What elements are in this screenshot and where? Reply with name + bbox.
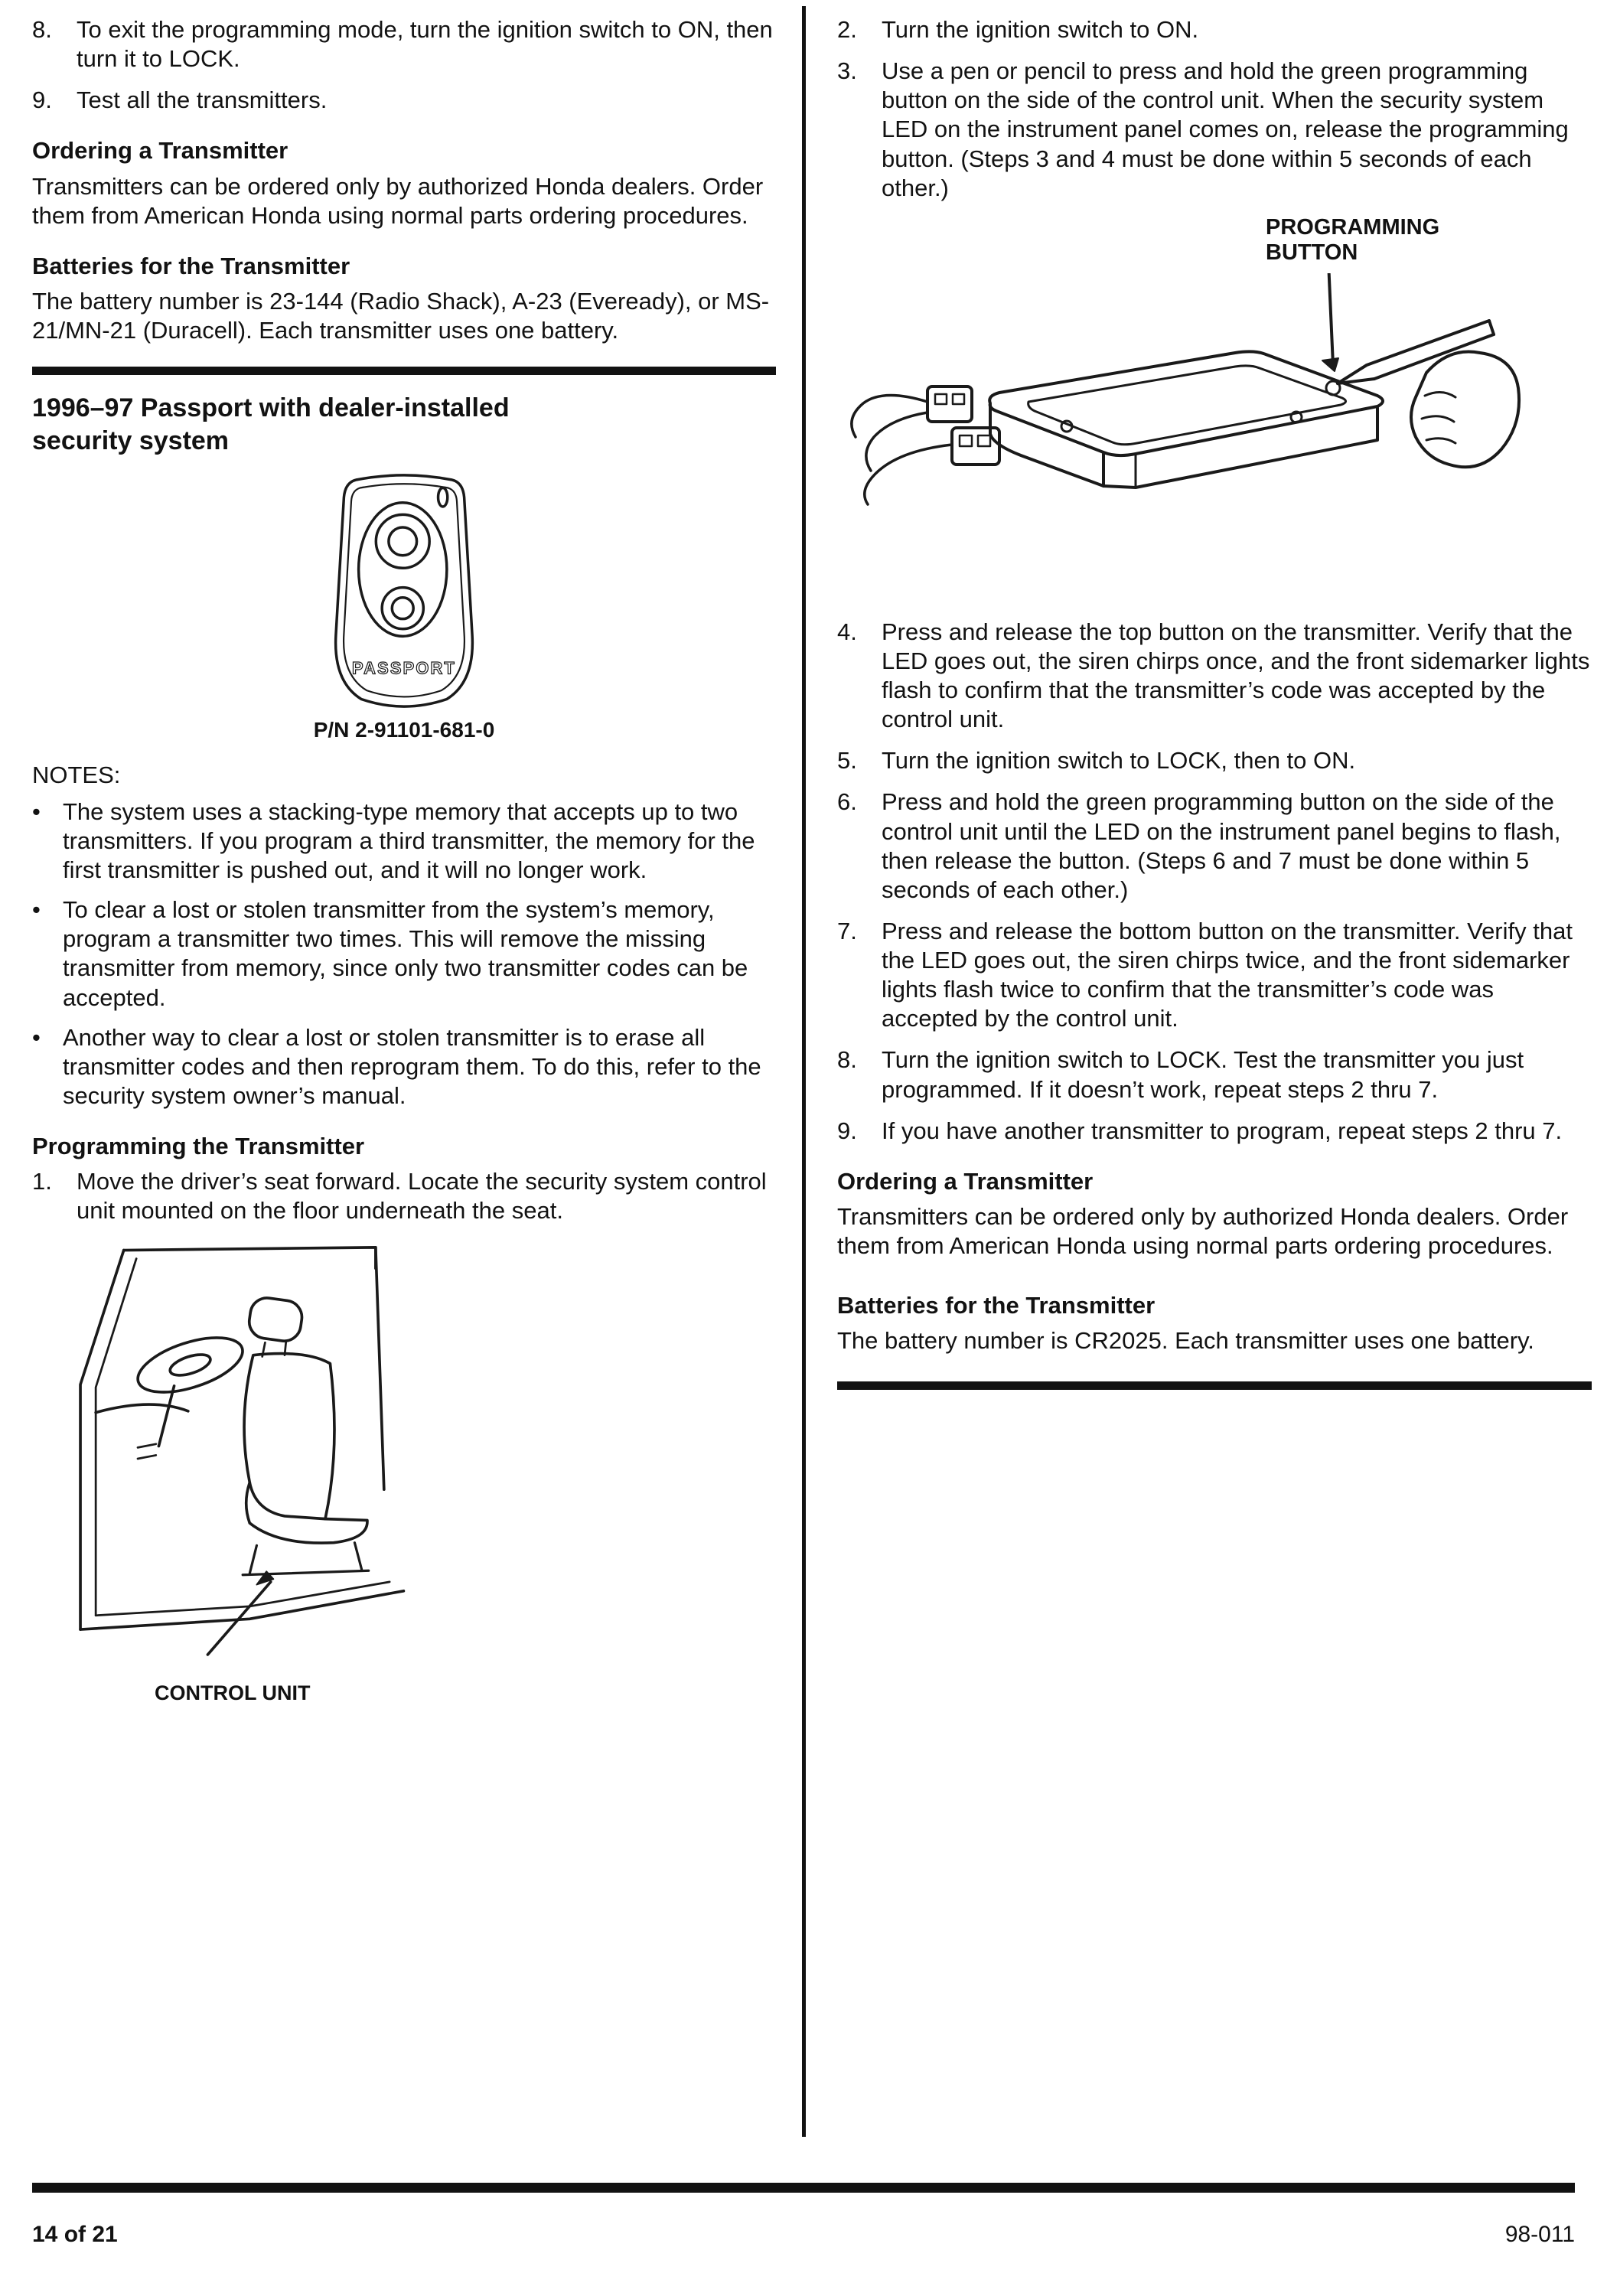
step-number: 4. [837, 618, 857, 645]
step-text: Turn the ignition switch to LOCK. Test the transmitter you just programmed. If it doesn’t work, repeat steps 2 thru 7. [882, 1046, 1524, 1103]
step-item-1 [32, 1167, 776, 1225]
footer-bar [32, 2183, 1575, 2193]
step-number: 5. [837, 747, 857, 775]
note-text: To clear a lost or stolen transmitter from the system’s memory, program a transmitter two times. This will remove the missing transmitter from memory, since only two transmitter codes can be accepted. [63, 896, 748, 1011]
bullet-marker: • [32, 1023, 41, 1051]
ordering-heading: Ordering a Transmitter [837, 1167, 1094, 1195]
step-item-5 [837, 746, 1592, 775]
step-number: 8. [837, 1046, 857, 1074]
step-number: 7. [837, 917, 857, 944]
note-text: The system uses a stacking-type memory that accepts up to two transmitters. If you program a third transmitter, the memory for the first transmitter is pushed out, and it will no longer work. [63, 797, 755, 884]
note-text: Another way to clear a lost or stolen transmitter is to erase all transmitter codes and then reprogram them. To do this, refer to the security system owner’s manual. [63, 1023, 761, 1109]
part-number-caption: P/N 2-91101-681-0 [313, 718, 495, 742]
bulletin-number: 98-011 [1504, 2222, 1575, 2247]
step-item-8b [837, 1045, 1592, 1104]
transmitter-figure [32, 468, 776, 744]
car-interior-illustration [40, 1238, 530, 1671]
step-text: Use a pen or pencil to press and hold the green programming button on the side of the control unit. When the security system LED on the instrument panel comes on, release the programming button. (Steps 3 and 4 must be done within 5 seconds of each other.) [882, 57, 1569, 201]
step-text: Test all the transmitters. [77, 86, 328, 114]
car-interior-figure [40, 1238, 776, 1705]
note-item [32, 895, 776, 1013]
notes-heading: NOTES: [32, 761, 121, 788]
batteries-heading: Batteries for the Transmitter [32, 252, 350, 279]
step-item-8 [32, 15, 776, 73]
control-unit-caption: CONTROL UNIT [155, 1681, 311, 1704]
step-item-2 [837, 15, 1592, 44]
step-number: 2. [837, 16, 857, 43]
section-divider [32, 367, 776, 375]
step-text: To exit the programming mode, turn the ignition switch to ON, then turn it to LOCK. [77, 16, 773, 73]
step-text: Move the driver’s seat forward. Locate the security system control unit mounted on the floor underneath the seat. [77, 1168, 767, 1225]
column-divider [802, 6, 806, 2137]
bullet-marker: • [32, 797, 41, 825]
transmitter-illustration [304, 468, 504, 709]
step-item-4 [837, 618, 1592, 735]
page-number: 14 of 21 [32, 2222, 118, 2247]
step-item-6 [837, 788, 1592, 905]
ordering-paragraph: Transmitters can be ordered only by authorized Honda dealers. Order them from American Honda using normal parts ordering procedures. [32, 172, 764, 229]
step-number: 9. [837, 1117, 857, 1144]
control-unit-illustration [837, 273, 1526, 602]
programming-button-label: PROGRAMMING BUTTON [1266, 214, 1440, 266]
section-title: 1996–97 Passport with dealer-installed security system [32, 393, 510, 455]
control-unit-figure [837, 215, 1592, 598]
batteries-paragraph: The battery number is CR2025. Each transmitter uses one battery. [837, 1327, 1534, 1355]
step-text: Turn the ignition switch to ON. [882, 16, 1199, 43]
programming-heading: Programming the Transmitter [32, 1133, 365, 1160]
note-item [32, 797, 776, 885]
left-column [32, 15, 776, 1706]
step-number: 1. [32, 1168, 52, 1195]
step-text: Press and release the top button on the transmitter. Verify that the LED goes out, the siren chirps once, and the front sidemarker lights flash to confirm that the transmitter’s code was accepted by the control unit. [882, 618, 1590, 733]
ordering-heading: Ordering a Transmitter [32, 137, 288, 165]
step-number: 3. [837, 57, 857, 85]
step-text: Press and hold the green programming button on the side of the control unit until the LED on the instrument panel begins to flash, then release the button. (Steps 6 and 7 must be done within 5 seconds of each other.) [882, 788, 1561, 903]
ordering-paragraph: Transmitters can be ordered only by authorized Honda dealers. Order them from American Honda using normal parts ordering procedures. [837, 1202, 1569, 1259]
bullet-marker: • [32, 896, 41, 924]
fob-brand-text: PASSPORT [352, 658, 456, 678]
batteries-paragraph: The battery number is 23-144 (Radio Shack), A-23 (Eveready), or MS-21/MN-21 (Duracell). Each transmitter uses one battery. [32, 287, 770, 344]
step-text: If you have another transmitter to program, repeat steps 2 thru 7. [882, 1117, 1563, 1144]
step-text: Turn the ignition switch to LOCK, then to ON. [882, 747, 1356, 775]
step-item-9b [837, 1117, 1592, 1146]
step-item-3 [837, 57, 1592, 203]
section-end-divider [837, 1381, 1592, 1390]
right-column [837, 15, 1592, 1390]
step-number: 9. [32, 86, 52, 114]
step-number: 8. [32, 16, 52, 43]
note-item [32, 1023, 776, 1110]
step-text: Press and release the bottom button on the transmitter. Verify that the LED goes out, the siren chirps twice, and the front sidemarker lights flash twice to confirm that the transmitter’s code was accepted by the control unit. [882, 917, 1573, 1032]
step-number: 6. [837, 788, 857, 816]
step-item-9 [32, 86, 776, 115]
step-item-7 [837, 917, 1592, 1034]
batteries-heading: Batteries for the Transmitter [837, 1292, 1156, 1319]
